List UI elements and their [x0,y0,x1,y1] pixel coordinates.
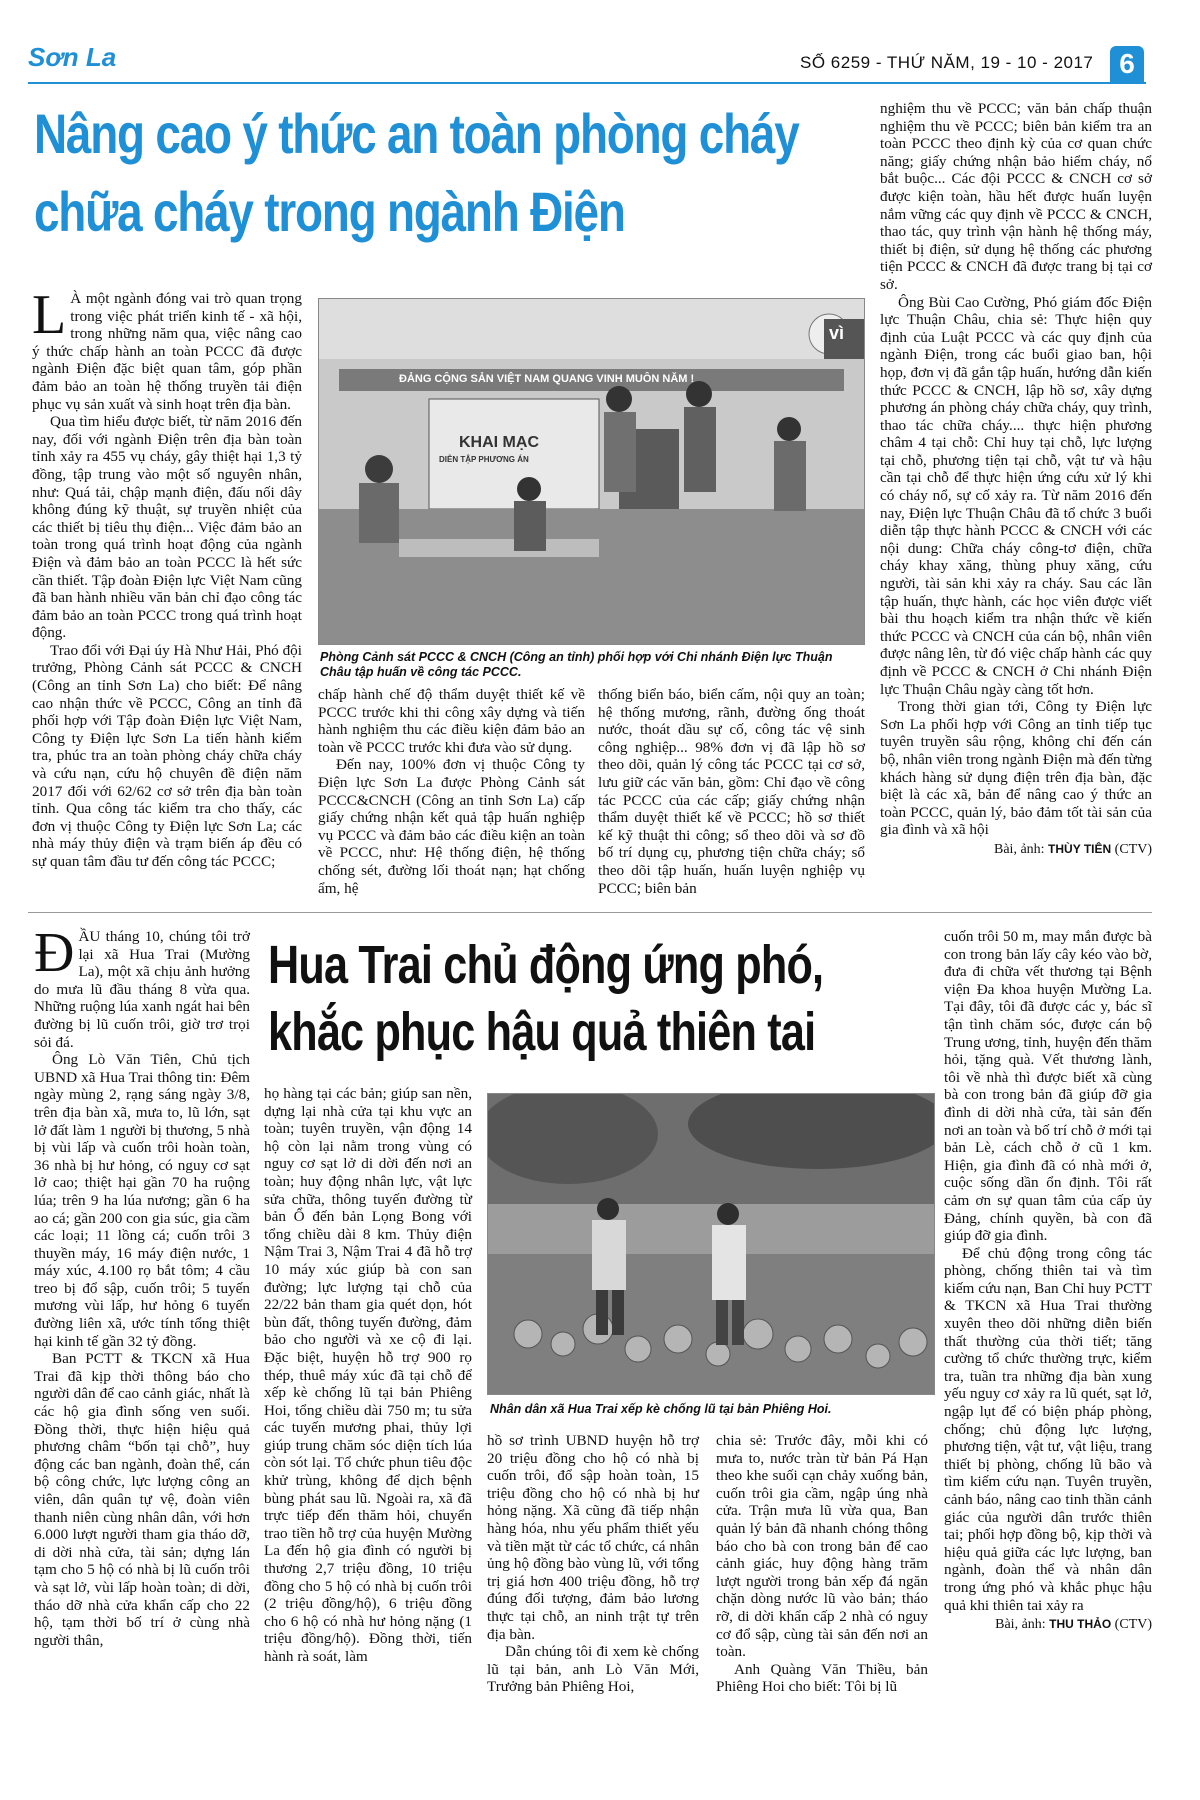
article2-paragraph: Ông Lò Văn Tiên, Chủ tịch UBND xã Hua Trai thông tin: Đêm ngày mùng 2, rạng sáng ngày 3/8, trên địa bàn xã, mưa to, lũ lớn, sạt lở đất làm 1 người bị thương, 5 nhà bị vùi lấp và cuốn trôi hoàn toàn, 36 nhà bị hư hỏng, có nguy cơ sạt lở cao; thiệt hại gần 70 ha ruộng lúa; trên 9 ha lúa nương; gần 6 ha ao cá; gần 200 con gia súc, gia cầm các loại; 11 lồng cá; cuốn trôi 3 thuyền máy, 16 máy điện nước, 1 máy xúc, 4.100 rọ bắt tôm; 4 cầu treo bị đổ sập, cuốn trôi; 5 tuyến mương vùi lấp, hư hỏng 6 tuyến đường liên xã, ước tính tổng thiệt hại kinh tế gần 32 tỷ đồng. [34,1051,250,1350]
photo-sign-text: vì [829,323,845,343]
article2-column-2 [264,1085,472,1666]
article2-paragraph: Dẫn chúng tôi đi xem kè chống lũ tại bản, anh Lò Văn Mới, Trưởng bản Phiêng Hoi, [487,1643,699,1696]
article2-column-4 [716,1432,928,1696]
article1-title-line1: Nâng cao ý thức an toàn phòng cháy [34,102,799,165]
article1-column-4 [880,100,1152,859]
article1-title-line2: chữa cháy trong ngành Điện [34,180,625,243]
article2-credit-name: THU THẢO [1049,1617,1112,1632]
article2-paragraph: chia sẻ: Trước đây, mỗi khi có mưa to, nước tràn từ bản Pá Hạn theo khe suối cạn chảy xuống bản, cuốn trôi gia cầm, ngập úng nhà cửa. Trận mưa lũ vừa qua, Ban quản lý bản đã nhanh chóng thông báo cho bà con trong bản để cao cảnh giác, huy động hàng trăm lượt người trong bản xếp đá ngăn chặn dòng nước lũ vào bản; tháo rỡ, di dời khẩn cấp 2 nhà có nguy cơ đổ sập, cùng tài sản đến nơi an toàn. [716,1432,928,1661]
article-divider [28,912,1152,913]
article2-credit [944,1616,1152,1634]
article2-credit-suffix: (CTV) [1114,1617,1152,1633]
article1-dropcap: L [32,284,67,346]
photo-screen-title: KHAI MẠC [459,434,539,451]
article2-column-5 [944,928,1152,1634]
header-rule [28,82,1146,84]
article2-column-3 [487,1432,699,1696]
article2-credit-prefix: Bài, ảnh: [995,1617,1046,1633]
page-number: 6 [1119,48,1135,79]
article2-paragraph: hồ sơ trình UBND huyện hỗ trợ 20 triệu đồng cho hộ có nhà bị cuốn trôi, đổ sập hoàn toàn, 15 triệu đồng cho hộ có nhà bị hư hỏng nặng. Xã cũng đã tiếp nhận hàng hóa, nhu yếu phẩm thiết yếu và tiền mặt từ các tổ chức, cá nhân ủng hộ đồng bào vùng lũ, với tổng trị giá hơn 400 triệu đồng, hỗ trợ đúng đối tượng, đảm bảo lương thực tại chỗ, an ninh trật tự trên địa bàn. [487,1432,699,1643]
article2-paragraph: họ hàng tại các bản; giúp san nền, dựng lại nhà cửa tại khu vực an toàn; tuyên truyền, vận động 14 hộ còn lại nằm trong vùng có nguy cơ sạt lở di dời đến nơi an toàn; huy động nhân lực, vật lực sửa chữa, thông tuyến đường từ bản Ổ đến bản Lọng Bong với tổng chiều dài 8 km. Thủy điện Nậm Trai 3, Nậm Trai 4 đã hỗ trợ 10 máy xúc giúp bà con san đường; lực lượng tại chỗ của 22/22 bản tham gia quét dọn, hót bùn đất, thông tuyến đường, đảm bảo cho người và xe cộ đi lại. Đặc biệt, huyện hỗ trợ 900 rọ thép, thuê máy xúc đã tại chỗ để xếp kè chống lũ tại bản Phiêng Hoi, tổng chiều dài 750 m; tu sửa các tuyến mương phai, thủy lợi giúp trung chăm sóc diện tích lúa còn sót lại. Tổ chức phun tiêu độc khử trùng, không để dịch bệnh bùng phát sau lũ. Ngoài ra, xã đã trực tiếp đến thăm hỏi, chuyển trao tiền hỗ trợ của huyện Mường La đến hộ gia đình có người bị thương 2,7 triệu đồng, 10 triệu đồng cho 5 hộ có nhà bị cuốn trôi (2 triệu đồng/hộ), 6 triệu đồng cho 6 hộ có nhà hư hỏng nặng (1 triệu đồng/hộ). Đồng thời, tiến hành rà soát, làm [264,1085,472,1665]
article1-paragraph: À một ngành đóng vai trò quan trọng trong việc phát triển kinh tế - xã hội, trong những năm qua, việc nâng cao ý thức chấp hành an toàn PCCC đã được ngành Điện đặc biệt quan tâm, góp phần đảm bảo an toàn hệ thống truyền tải điện phục vụ sản xuất và sinh hoạt trên địa bàn. [32,290,302,413]
article2-paragraph: Anh Quàng Văn Thiều, bản Phiêng Hoi cho biết: Tôi bị lũ [716,1660,928,1696]
training-photo-scene [319,299,864,644]
article2-paragraph: cuốn trôi 50 m, may mắn được bà con trong bản lấy cây kéo vào bờ, đưa đi chữa vết thương tại Bệnh viện Đa khoa huyện Mường La. Tại đây, tôi đã được các y, bác sĩ tận tình chăm sóc, được cán bộ Trung ương, tỉnh, huyện đến thăm hỏi, tặng quà. Vết thương lành, tôi về nhà thì được biết xã cùng bà con trong bản đã giúp đỡ gia đình di dời nhà cửa, tài sản đến nơi an toàn và bố trí chỗ ở mới tại bản Lè, cách chỗ ở cũ 1 km. Hiện, gia đình đã có nhà mới ở, cuộc sống dần ổn định. Tôi rất cảm ơn sự quan tâm của cấp ủy Đảng, chính quyền, bà con đã giúp đỡ gia đình. [944,928,1152,1245]
article2-title-line1: Hua Trai chủ động ứng phó, [268,935,824,995]
article1-photo [318,298,865,645]
article1-credit [880,841,1152,859]
article1-paragraph: Qua tìm hiểu được biết, từ năm 2016 đến nay, đối với ngành Điện trên địa bàn toàn tỉnh xảy ra 455 vụ cháy, gây thiệt hại 1,3 tỷ đồng, tập trung vào một số nguyên nhân, như: Quá tải, chập mạnh điện, đấu nối dây không đúng kỹ thuật, sự truyền nhiệt của các thiết bị tiêu thụ điện... Việc đảm bảo an toàn trong quá trình hoạt động của ngành Điện và đảm bảo an toàn PCCC là hết sức cần thiết. Tập đoàn Điện lực Việt Nam cũng đã ban hành nhiều văn bản chỉ đạo công tác đảm bảo an toàn PCCC trong quá trình hoạt động. [32,413,302,642]
article2-dropcap: Đ [34,922,75,984]
article2-paragraph: Để chủ động trong công tác phòng, chống thiên tai và tìm kiếm cứu nạn, Ban Chỉ huy PCTT & TKCN xã Hua Trai thường xuyên theo dõi những diễn biến thất thường của thời tiết; tăng cường tổ chức thường trực, kiểm tra, tuần tra những địa bàn xung yếu nguy cơ xảy ra lũ quét, sạt lở, ngập lụt để có biện pháp phòng, chống; chủ động lực lượng, phương tiện, vật tư, vật liệu, trang thiết bị phòng, chống lũ bão và tìm kiếm cứu nạn. Tuyên truyền, cảnh báo, nâng cao tinh thần cảnh giác của người dân trước thiên tai; phối hợp đồng bộ, kịp thời và hiệu quả giữa các lực lượng, ban ngành, đoàn thể và nhân dân trong ứng phó và khắc phục hậu quả khi thiên tai xảy ra [944,1244,1152,1614]
flood-embankment-photo-scene [488,1094,934,1394]
section-name: Sơn La [28,42,117,72]
article1-paragraph: Đến nay, 100% đơn vị thuộc Công ty Điện lực Sơn La được Phòng Cảnh sát PCCC&CNCH (Công an tỉnh Sơn La) cấp giấy chứng nhận kết quả tập huấn nghiệp vụ PCCC và đảm bảo các điều kiện an toàn về PCCC, như: Hệ thống điện, hệ thống chống sét, đường lối thoát nạn; hạt chống ẩm, hệ [318,756,585,897]
article1-photo-caption: Phòng Cảnh sát PCCC & CNCH (Công an tỉnh) phối hợp với Chi nhánh Điện lực Thuận Châu tập huấn về công tác PCCC. [320,650,833,679]
article1-paragraph: Trao đổi với Đại úy Hà Như Hải, Phó đội trưởng, Phòng Cảnh sát PCCC & CNCH (Công an tỉnh Sơn La) cho biết: Để nâng cao nhận thức về PCCC, Công an tỉnh đã phối hợp với Tập đoàn Điện lực Việt Nam, Công ty Điện lực Sơn La tiến hành kiểm tra, phúc tra an toàn phòng cháy chữa cháy và cứu nạn, cứu hộ chuyên đề điện năm 2017 đối với 62/62 cơ sở trên địa bàn toàn tỉnh. Qua công tác kiểm tra cho thấy, các đơn vị thuộc Công ty Điện lực Sơn La; các nhà máy thủy điện và trạm biến áp đều có sự quan tâm đầu tư đến công tác PCCC; [32,641,302,870]
article1-credit-prefix: Bài, ảnh: [994,841,1045,857]
article1-paragraph: chấp hành chế độ thẩm duyệt thiết kế về PCCC trước khi thi công xây dựng và tiến hành nghiệm thu các điều kiện đảm bảo an toàn về PCCC trước khi đưa vào sử dụng. [318,686,585,756]
page-number-badge [1110,46,1144,82]
article1-column-2 [318,686,585,897]
article1-column-1 [32,284,302,871]
article1-paragraph: Ông Bùi Cao Cường, Phó giám đốc Điện lực Thuận Châu, chia sẻ: Thực hiện quy định của Luật PCCC và các quy định của ngành Điện, trong các buổi giao ban, hội họp, đơn vị đã gắn tập huấn, hướng dẫn kiến thức PCCC & CNCH, lập hồ sơ, xây dựng phương án phòng cháy chữa cháy, quy trình, thao tác chữa cháy.... thực hiện phương châm 4 tại chỗ: Chỉ huy tại chỗ, lực lượng tại chỗ, phương tiện tại chỗ, vật tư và hậu cần tại chỗ để thực hiện ứng cứu xử lý khi có cháy nổ, sự cố xảy ra. Từ năm 2016 đến nay, Điện lực Thuận Châu đã tổ chức 3 buổi diễn tập thực hành PCCC & CNCH với các nội dung: Chữa cháy công-tơ điện, chữa cháy khay xăng, thùng phuy xăng, cứu người, tài sản khi xảy ra cháy. Sau các lần tập huấn, thực hành, các học viên được viết bài thu hoạch kiểm tra nhận thức về kiến thức PCCC và CNCH của cán bộ, nhân viên được nâng lên, từ đó việc chấp hành các quy định về PCCC & CNCH ở Chi nhánh Điện lực Thuận Châu ngày càng tốt hơn. [880,293,1152,698]
article1-column-3 [598,686,865,897]
article2-photo [487,1093,935,1395]
article2-title-line2: khắc phục hậu quả thiên tai [268,1002,816,1062]
article1-paragraph: nghiệm thu về PCCC; văn bản chấp thuận nghiệm thu về PCCC; biên bản kiểm tra an toàn PCCC theo định kỳ của cơ quan chức năng; giấy chứng nhận bảo hiểm cháy, nổ bắt buộc... Các đội PCCC & CNCH cơ sở được kiện toàn, hầu hết được huấn luyện nắm vững các quy định về PCCC & CNCH, thao tác, quy trình vận hành hệ thống máy, thiết bị điện, sử dụng hệ thống các phương tiện PCCC & CNCH đã được trang bị tại cơ sở. [880,100,1152,293]
article2-photo-caption: Nhân dân xã Hua Trai xếp kè chống lũ tại bản Phiêng Hoi. [490,1402,832,1416]
issue-date: SỐ 6259 - THỨ NĂM, 19 - 10 - 2017 [800,53,1094,72]
photo-banner-text: ĐẢNG CỘNG SẢN VIỆT NAM QUANG VINH MUÔN NĂM ! [399,373,695,385]
article2-paragraph: ẦU tháng 10, chúng tôi trở lại xã Hua Trai (Mường La), một xã chịu ảnh hưởng do mưa lũ đầu tháng 8 vừa qua. Những ruộng lúa xanh ngát hai bên đường bị lũ cuốn trôi, giờ trơ trọi sỏi đá. [34,928,250,1051]
article2-column-1 [34,922,250,1649]
photo-screen-subtitle: DIỄN TẬP PHƯƠNG ÁN [439,455,529,464]
article1-credit-suffix: (CTV) [1114,841,1152,857]
page-header [0,0,1200,80]
article1-paragraph: Trong thời gian tới, Công ty Điện lực Sơn La phối hợp với Công an tỉnh tiếp tục tuyên truyền sâu rộng, không chỉ đến cán bộ, nhân viên trong ngành Điện mà đến từng khách hàng sử dụng điện trên địa bàn, đặc biệt là các xã, bản để nâng cao ý thức an toàn PCCC, quản lý, bảo đảm tốt tài sản của gia đình và xã hội [880,698,1152,839]
article1-credit-name: THÙY TIÊN [1048,841,1112,856]
article2-paragraph: Ban PCTT & TKCN xã Hua Trai đã kịp thời thông báo cho người dân để cao cảnh giác, nhất là các hộ gia đình sống ven suối. Đồng thời, thực hiện hiệu quả phương châm “bốn tại chỗ”, huy động các ban ngành, đoàn thể, cán bộ công chức, lực lượng công an viên, dân quân tự vệ, đoàn viên thanh niên cùng nhân dân, với hơn 6.000 lượt người tham gia tháo dỡ, di dời nhà cửa, tài sản; dựng lán tạm cho 5 hộ có nhà bị lũ cuốn trôi và sạt lở, vùi lấp hoàn toàn; di dời, tháo dỡ nhà cửa khẩn cấp cho 22 hộ, tạm thời bố trí ở cùng nhà người thân, [34,1350,250,1649]
article1-paragraph: thống biển báo, biển cấm, nội quy an toàn; hệ thống mương, rãnh, đường ống thoát nước, thoát dầu sự cố, công tác vệ sinh công nghiệp... 98% đơn vị đã lập hồ sơ theo dõi, quản lý công tác PCCC tại cơ sở, lưu giữ các văn bản, gồm: Chỉ đạo về công tác PCCC của các cấp; giấy chứng nhận thẩm duyệt thiết kế về PCCC; hồ sơ thiết kế kỹ thuật thi công; sổ theo dõi và sơ đồ bố trí dụng cụ, phương tiện chữa cháy; sổ theo dõi tập huấn, huấn luyện nghiệp vụ PCCC; biên bản [598,686,865,897]
